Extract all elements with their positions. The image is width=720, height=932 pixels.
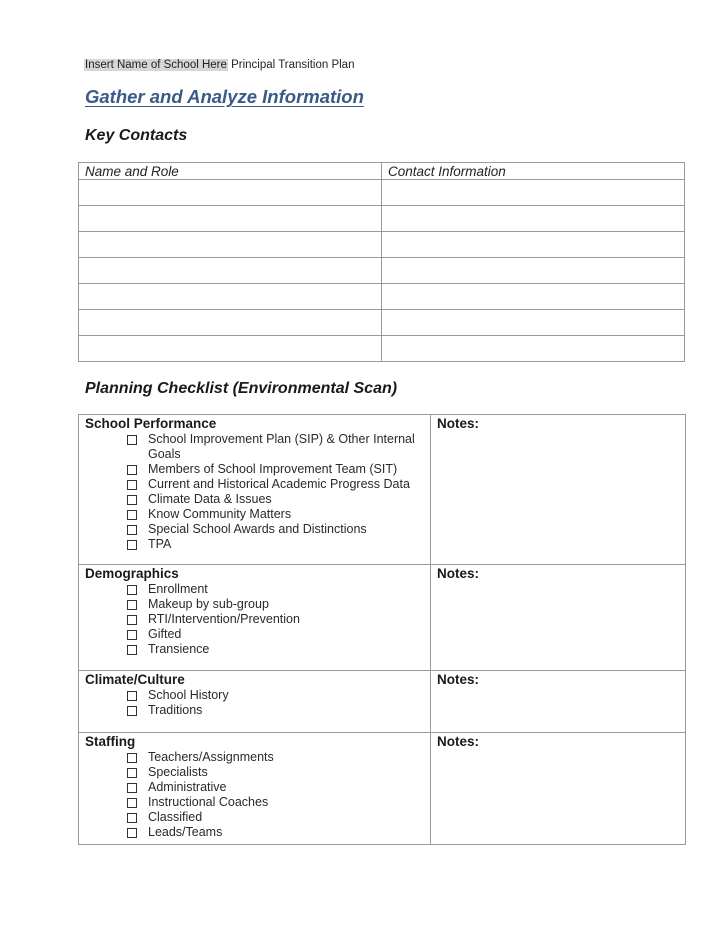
- column-header-name-role: Name and Role: [79, 163, 382, 180]
- notes-label: Notes:: [437, 416, 480, 431]
- contact-info-cell[interactable]: [382, 206, 685, 232]
- checklist-item: [127, 750, 424, 765]
- checklist-item-label: Transience: [148, 642, 210, 656]
- name-role-cell[interactable]: [79, 310, 382, 336]
- checkbox-icon[interactable]: [127, 630, 137, 640]
- checklist-items: [85, 582, 424, 657]
- checklist-item-label: Administrative: [148, 780, 227, 794]
- checklist-item: [127, 462, 424, 477]
- name-role-cell[interactable]: [79, 336, 382, 362]
- checkbox-icon[interactable]: [127, 768, 137, 778]
- checklist-section-cell: [79, 565, 431, 671]
- checkbox-icon[interactable]: [127, 480, 137, 490]
- notes-label: Notes:: [437, 566, 480, 581]
- checkbox-icon[interactable]: [127, 495, 137, 505]
- checklist-body: [79, 415, 686, 845]
- checklist-item: [127, 507, 424, 522]
- checklist-item-label: Current and Historical Academic Progress Data: [148, 477, 410, 491]
- checklist-items: [85, 750, 424, 840]
- contact-info-cell[interactable]: [382, 336, 685, 362]
- checkbox-icon[interactable]: [127, 706, 137, 716]
- checkbox-icon[interactable]: [127, 540, 137, 550]
- checklist-item-label: Specialists: [148, 765, 208, 779]
- name-role-cell[interactable]: [79, 180, 382, 206]
- checklist-item: [127, 765, 424, 780]
- name-role-cell[interactable]: [79, 206, 382, 232]
- checklist-item-label: School Improvement Plan (SIP) & Other Internal Goals: [148, 432, 415, 461]
- checklist-section-cell: [79, 733, 431, 845]
- key-contacts-heading: Key Contacts: [85, 127, 188, 144]
- checklist-item-label: Makeup by sub-group: [148, 597, 269, 611]
- checkbox-icon[interactable]: [127, 510, 137, 520]
- contact-info-cell[interactable]: [382, 310, 685, 336]
- checklist-item: [127, 703, 424, 718]
- name-role-cell[interactable]: [79, 258, 382, 284]
- checklist-heading: Planning Checklist (Environmental Scan): [85, 380, 398, 397]
- section-title: Staffing: [85, 734, 136, 749]
- notes-cell[interactable]: [431, 415, 686, 565]
- checklist-item-label: Leads/Teams: [148, 825, 223, 839]
- checklist-item: [127, 780, 424, 795]
- checklist-items: [85, 432, 424, 552]
- checklist-item: [127, 612, 424, 627]
- page-title: Gather and Analyze Information: [85, 86, 364, 107]
- school-name-placeholder[interactable]: Insert Name of School Here: [85, 59, 227, 71]
- checklist-item: [127, 795, 424, 810]
- notes-label: Notes:: [437, 734, 480, 749]
- checkbox-icon[interactable]: [127, 753, 137, 763]
- table-row: [79, 232, 685, 258]
- checklist-item: [127, 537, 424, 552]
- contact-info-cell[interactable]: [382, 284, 685, 310]
- name-role-cell[interactable]: [79, 232, 382, 258]
- table-row: [79, 258, 685, 284]
- contact-info-cell[interactable]: [382, 258, 685, 284]
- checklist-item: [127, 627, 424, 642]
- checkbox-icon[interactable]: [127, 798, 137, 808]
- contact-info-cell[interactable]: [382, 180, 685, 206]
- checklist-item-label: Traditions: [148, 703, 203, 717]
- checklist-item-label: Special School Awards and Distinctions: [148, 522, 367, 536]
- notes-label: Notes:: [437, 672, 480, 687]
- table-row: [79, 310, 685, 336]
- checklist-item: [127, 810, 424, 825]
- checklist-item-label: RTI/Intervention/Prevention: [148, 612, 300, 626]
- checklist-item: [127, 825, 424, 840]
- checklist-item: [127, 597, 424, 612]
- checkbox-icon[interactable]: [127, 691, 137, 701]
- planning-checklist-table: [78, 414, 686, 845]
- checklist-section-cell: [79, 671, 431, 733]
- contact-info-cell[interactable]: [382, 232, 685, 258]
- checkbox-icon[interactable]: [127, 828, 137, 838]
- checkbox-icon[interactable]: [127, 585, 137, 595]
- notes-cell[interactable]: [431, 565, 686, 671]
- checkbox-icon[interactable]: [127, 525, 137, 535]
- checklist-item: [127, 688, 424, 703]
- section-title: Climate/Culture: [85, 672, 185, 687]
- checklist-item-label: Climate Data & Issues: [148, 492, 272, 506]
- table-row: [79, 206, 685, 232]
- notes-cell[interactable]: [431, 671, 686, 733]
- checkbox-icon[interactable]: [127, 783, 137, 793]
- table-row: [79, 180, 685, 206]
- checklist-item-label: Teachers/Assignments: [148, 750, 274, 764]
- checklist-item: [127, 492, 424, 507]
- checklist-item-label: School History: [148, 688, 229, 702]
- key-contacts-table: [78, 162, 685, 362]
- checklist-item: [127, 432, 424, 462]
- checklist-section-row: [79, 565, 686, 671]
- checkbox-icon[interactable]: [127, 435, 137, 445]
- checklist-item-label: Instructional Coaches: [148, 795, 269, 809]
- checklist-item: [127, 522, 424, 537]
- checklist-items: [85, 688, 424, 718]
- checklist-item-label: TPA: [148, 537, 172, 551]
- checklist-section-row: [79, 415, 686, 565]
- document-header: [84, 59, 354, 71]
- name-role-cell[interactable]: [79, 284, 382, 310]
- key-contacts-body: [79, 180, 685, 362]
- checkbox-icon[interactable]: [127, 615, 137, 625]
- checklist-item: [127, 642, 424, 657]
- checklist-section-row: [79, 733, 686, 845]
- checklist-item-label: Members of School Improvement Team (SIT): [148, 462, 398, 476]
- notes-cell[interactable]: [431, 733, 686, 845]
- checklist-item: [127, 477, 424, 492]
- section-title: Demographics: [85, 566, 179, 581]
- checkbox-icon[interactable]: [127, 645, 137, 655]
- column-header-contact-info: Contact Information: [382, 163, 685, 180]
- checklist-section-cell: [79, 415, 431, 565]
- checklist-item-label: Classified: [148, 810, 203, 824]
- checklist-item-label: Know Community Matters: [148, 507, 292, 521]
- table-row: [79, 336, 685, 362]
- checklist-item: [127, 582, 424, 597]
- checklist-item-label: Enrollment: [148, 582, 208, 596]
- checkbox-icon[interactable]: [127, 465, 137, 475]
- checkbox-icon[interactable]: [127, 600, 137, 610]
- table-row: [79, 284, 685, 310]
- checklist-item-label: Gifted: [148, 627, 182, 641]
- section-title: School Performance: [85, 416, 217, 431]
- checkbox-icon[interactable]: [127, 813, 137, 823]
- checklist-section-row: [79, 671, 686, 733]
- table-header-row: [79, 163, 685, 180]
- document-title: Principal Transition Plan: [231, 59, 355, 71]
